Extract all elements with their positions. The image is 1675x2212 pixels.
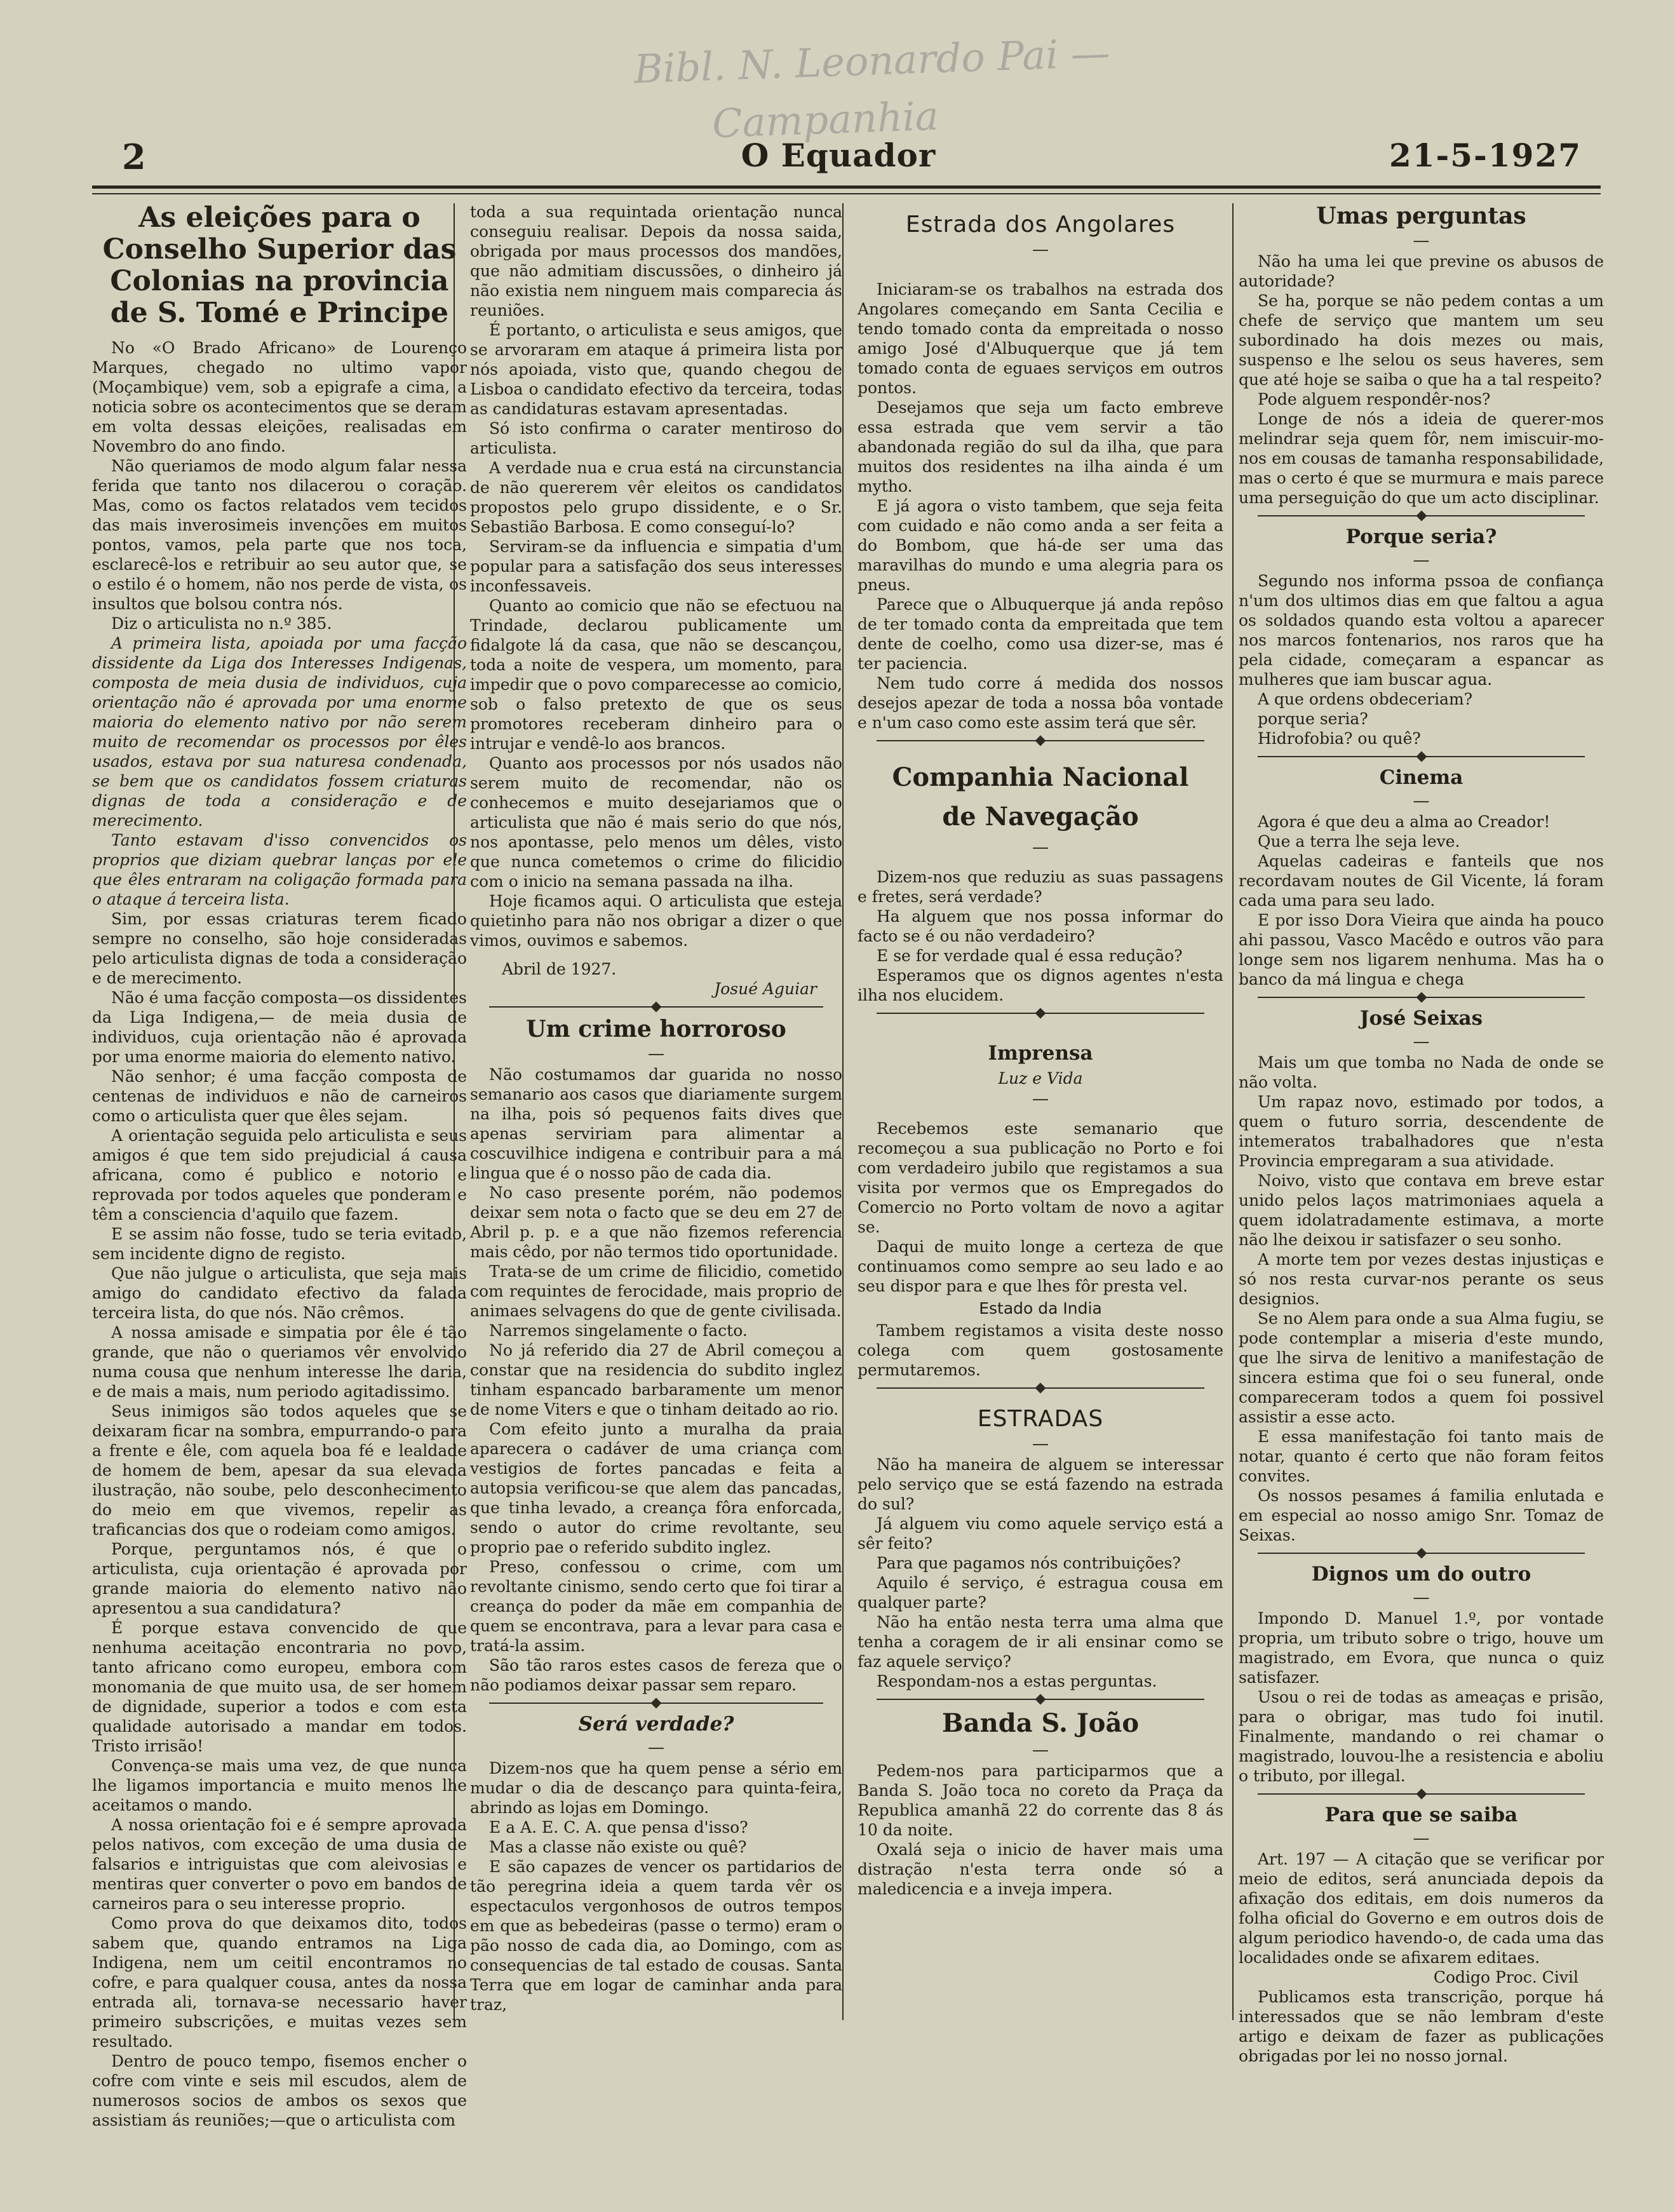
section-divider	[1258, 756, 1585, 757]
article-headline: Dignos um do outro	[1311, 1563, 1531, 1586]
article-headline: Cinema	[1379, 766, 1463, 789]
paragraph: Publicamos esta transcrição, porque há interessados que se não lembram d'este artigo e deixam de fazer as publicações obrigadas por lei no nosso jornal.	[1239, 1988, 1604, 2065]
paragraph: E por isso Dora Vieira que ainda ha pouco ahi passou, Vasco Macêdo e outros vão para longe sem nos ligarem nenhuma. Mas ha o banco da má lingua e chega	[1239, 911, 1604, 988]
column-2	[470, 202, 842, 2019]
paragraph: Sim, por essas criaturas terem ficado sempre no conselho, são hoje consideradas pelo articulista dignas de toda a consideração e de merecimento.	[92, 910, 467, 987]
dash-ornament: —	[1032, 1089, 1049, 1109]
section-divider	[877, 740, 1204, 741]
paragraph: São tão raros estes casos de fereza que o não podiamos deixar passar sem reparo.	[470, 1656, 842, 1694]
dash-ornament: —	[1413, 792, 1430, 811]
paragraph: A morte tem por vezes destas injustiças e só nos resta curvar-nos perante os seus designios.	[1239, 1250, 1604, 1308]
paragraph: Impondo D. Manuel 1.º, por vontade propria, um tributo sobre o trigo, houve um magistrado, em Evora, que nunca o quiz satisfazer.	[1239, 1609, 1604, 1687]
section-divider	[1258, 997, 1585, 998]
paragraph: Não queriamos de modo algum falar nessa ferida que tanto nos dilacerou o coração. Mas, como os factos relatados vem tecidos das mais inverosimeis invenções em muitos pontos, vamos, pela parte que nos toca, esclarecê-los e retribuir ao seu autor que, se o estilo é o homem, não nos perde de vista, os insultos que bolsou contra nós.	[92, 457, 467, 613]
paragraph: Não ha uma lei que previne os abusos de autoridade?	[1239, 252, 1604, 290]
dash-ornament: —	[1413, 551, 1430, 570]
paragraph: Dizem-nos que ha quem pense a sério em mudar o dia de descanço para quinta-feira, abrindo as lojas em Domingo.	[470, 1759, 842, 1817]
paragraph: Dizem-nos que reduziu as suas passagens e fretes, será verdade?	[858, 868, 1223, 906]
paragraph-quote: Tanto estavam d'isso convencidos os proprios que diziam quebrar lanças por ele que êles entraram na coligação formada para o ataque á terceira lista.	[92, 831, 467, 908]
section-divider	[489, 1006, 823, 1008]
paragraph: Esperamos que os dignos agentes n'esta ilha nos elucidem.	[858, 966, 1223, 1004]
paragraph: Desejamos que seja um facto embreve essa estrada que vem servir a tão abandonada região do sul da ilha, que para muitos dos residentes na ilha ainda é um mytho.	[858, 398, 1223, 496]
paragraph: Daqui de muito longe a certeza de que continuamos como sempre ao seu lado e ao seu dispor para e que lhes fôr presta vel.	[858, 1238, 1223, 1295]
paragraph: Parece que o Albuquerque já anda repôso de ter tomado conta da empreitada que tem dente de coelho, como usa dizer-se, mas é ter paciencia.	[858, 595, 1223, 673]
dash-ornament: —	[1413, 231, 1430, 250]
article-headline: Umas perguntas	[1316, 203, 1526, 229]
masthead	[83, 137, 1594, 181]
paragraph: Mais um que tomba no Nada de onde se não volta.	[1239, 1053, 1604, 1091]
paragraph: Para que pagamos nós contribuições?	[877, 1554, 1181, 1572]
paragraph: Os nossos pesames á familia enlutada e em especial ao nosso amigo Snr. Tomaz de Seixas.	[1239, 1487, 1604, 1544]
dash-ornament: —	[1413, 1588, 1430, 1607]
article-headline: José Seixas	[1359, 1007, 1483, 1030]
section-divider	[1258, 1553, 1585, 1554]
article-headline: Estrada dos Angolares	[905, 212, 1176, 238]
dash-ornament: —	[1032, 838, 1049, 857]
column-1	[92, 201, 467, 2129]
paragraph: E se assim não fosse, tudo se teria evitado, sem incidente digno de registo.	[92, 1225, 467, 1263]
paragraph: Respondam-nos a estas perguntas.	[877, 1672, 1157, 1690]
paragraph: Tambem registamos a visita deste nosso colega com quem gostosamente permutaremos.	[858, 1321, 1223, 1379]
paragraph: Não ha então nesta terra uma alma que tenha a coragem de ir ali ensinar como se faz aquele serviço?	[858, 1613, 1223, 1671]
paragraph: E se for verdade qual é essa redução?	[877, 947, 1183, 965]
column-rule	[1232, 203, 1234, 2020]
article-headline-line-2: de Navegação	[942, 802, 1139, 832]
paragraph: Pedem-nos para participarmos que a Banda S. João toca no coreto da Praça da Republica amanhã 22 do corrente das 8 ás 10 da noite.	[858, 1762, 1223, 1839]
paragraph: Longe de nós a ideia de querer-mos melindrar seja quem fôr, nem imiscuir-mo-nos em cousas de tamanha responsabilidade, mas o certo é que se murmura e mais parece uma perseguição do que um acto disciplinar.	[1239, 410, 1604, 507]
paragraph: A verdade nua e crua está na circunstancia de não quererem vêr eleitos os candidatos propostos pelo grupo dissidente, e o Sr. Sebastião Barbosa. E como conseguí-lo?	[470, 459, 842, 536]
paragraph: Porque, perguntamos nós, é que o articulista, cuja orientação é aprovada por grande maioria do elemento nativo não apresentou a sua candidatura?	[92, 1540, 467, 1617]
paragraph: E são capazes de vencer os partidarios de tão peregrina ideia a quem tarda vêr os espectaculos vergonhosos de outros tempos em que as bebedeiras (passe o termo) eram o pão nosso de cada dia, ao Domingo, com as consequencias de tal estado de cousas. Santa Terra que em logar de caminhar anda para traz,	[470, 1858, 842, 2014]
dash-ornament: —	[1032, 1434, 1049, 1453]
paragraph: Agora é que deu a alma ao Creador!	[1258, 813, 1551, 831]
handwriting-line-2: Campanhia	[711, 92, 939, 147]
article-headline: Porque seria?	[1345, 525, 1497, 548]
paragraph: Aquilo é serviço, é estragua cousa em qualquer parte?	[858, 1574, 1223, 1612]
article-headline: Banda S. João	[941, 1708, 1140, 1738]
masthead-rule-thin	[92, 193, 1601, 194]
paragraph: Convença-se mais uma vez, de que nunca lhe ligamos importancia e muito menos lhe aceitamos o mando.	[92, 1757, 467, 1814]
masthead-rule	[92, 185, 1601, 189]
paragraph: Seus inimigos são todos aqueles que se deixaram ficar na sombra, empurrando-o para a frente e êle, com aquela boa fé e lealdade de homem de bem, apesar da sua elevada ilustração, não soube, pelo desconhecimento do meio em que vivemos, repelir as traficancias dos que o rodeiam como amigos.	[92, 1402, 467, 1539]
paragraph: No caso presente porém, não podemos deixar sem nota o facto que se deu em 27 de Abril p. p. e a que não fizemos referencia mais cêdo, por não termos tido oportunidade.	[470, 1184, 842, 1261]
paragraph: Noivo, visto que contava em breve estar unido pelos laços matrimoniaes aquela a quem idolatradamente estimava, a morte não lhe deixou ir satisfazer o seu sonho.	[1239, 1171, 1604, 1249]
article-signature: Josué Aguiar	[714, 980, 817, 998]
paragraph: E já agora o visto tambem, que seja feita com cuidado e não como anda a ser feita a do Bombom, que há-de ser uma das maravilhas do mundo e uma alegria para os pneus.	[858, 497, 1223, 594]
paragraph: Não senhor; é uma facção composta de centenas de individuos e não de carneiros como o articulista quer que êles sejam.	[92, 1067, 467, 1125]
paragraph: toda a sua requintada orientação nunca conseguiu realisar. Depois da nossa saida, obrigada por maus processos dos mandões, que não admitiam discussões, o dinheiro já não existia nem ninguem mais comparecia ás reuniões.	[470, 203, 842, 320]
paragraph: Quanto ao comicio que não se efectuou na Trindade, declarou publicamente um fidalgote lá da casa, que não se descançou, toda a noite de vespera, um momento, para impedir que o povo comparecesse ao comicio, sob o falso pretexto de que os seus promotores receberam dinheiro para o intrujar e vendê-lo aos brancos.	[470, 597, 842, 753]
article-headline: As eleições para o Conselho Superior das Colonias na provincia de S. Tomé e Principe	[102, 201, 457, 329]
paragraph: E a A. E. C. A. que pensa d'isso?	[489, 1818, 748, 1837]
issue-date: 21-5-1927	[1389, 137, 1582, 174]
paragraph: Recebemos este semanario que recomeçou a sua publicação no Porto e foi com verdadeiro jubilo que registamos a sua visita por vermos que os Empregados do Comercio no Porto voltam de novo a agitar se.	[858, 1119, 1223, 1236]
paragraph: Preso, confessou o crime, com um revoltante cinismo, sendo certo que foi tirar a creança do poder da mãe em companhia de quem se encontrava, para a levar para casa e tratá-la assim.	[470, 1558, 842, 1655]
paragraph: Hidrofobia? ou quê?	[1258, 729, 1421, 748]
paragraph: porque seria?	[1258, 710, 1368, 728]
paragraph: Ha alguem que nos possa informar do facto se é ou não verdadeiro?	[858, 907, 1223, 945]
section-divider	[489, 1703, 823, 1704]
dash-ornament: —	[648, 1044, 664, 1063]
paragraph: Mas a classe não existe ou quê?	[489, 1838, 747, 1856]
paragraph: Só isto confirma o carater mentiroso do articulista.	[470, 419, 842, 457]
column-rule	[842, 203, 844, 2020]
paragraph: Se ha, porque se não pedem contas a um chefe de serviço que mantem um seu subordinado ha dois mezes ou mais, suspenso e lhe selou os seus haveres, sem que até hoje se saiba o que ha a tal respeito?	[1239, 292, 1604, 389]
paragraph: E essa manifestação foi tanto mais de notar, quanto é certo que não foram feitos convites.	[1239, 1427, 1604, 1485]
article-subheading: Estado da India	[979, 1299, 1102, 1318]
citation-source: Codigo Proc. Civil	[1433, 1968, 1578, 1986]
paragraph: Nem tudo corre á medida dos nossos desejos apezar de toda a nossa bôa vontade e n'um caso como este assim terá que sêr.	[858, 674, 1223, 732]
column-3	[858, 202, 1223, 2019]
paragraph: Narremos singelamente o facto.	[489, 1321, 748, 1340]
paragraph: Pode alguem respondêr-nos?	[1258, 390, 1491, 408]
paragraph: Não ha maneira de alguem se interessar pelo serviço que se está fazendo na estrada do sul?	[858, 1455, 1223, 1513]
section-divider	[877, 1013, 1204, 1014]
section-divider	[877, 1387, 1204, 1389]
paragraph-quote: A primeira lista, apoiada por uma facção dissidente da Liga dos Interesses Indigenas, composta de meia dusia de individuos, cuja orientação não é aprovada por uma enorme maioria do elemento nativo por não serem muito de recomendar os processos por êles usados, estava por sua naturesa condenada, se bem que os candidatos fossem criaturas dignas de toda a consideração e de merecimento.	[92, 634, 467, 830]
article-headline: ESTRADAS	[977, 1406, 1104, 1432]
paragraph: Hoje ficamos aqui. O articulista que esteja quietinho para não nos obrigar a dizer o que vimos, ouvimos e sabemos.	[470, 892, 842, 950]
dash-ornament: —	[1413, 1829, 1430, 1848]
article-dateline: Abril de 1927.	[502, 960, 617, 978]
paragraph: A orientação seguida pelo articulista e seus amigos é que tem sido prejudicial á causa africana, como é publico e notorio e reprovada por todos aqueles que ponderam e têm a consciencia d'aquilo que fazem.	[92, 1126, 467, 1224]
paragraph: Segundo nos informa pssoa de confiança n'um dos ultimos dias em que faltou a agua os soldados quando esta voltou a aparecer nos marcos fontenarios, nos raros que ha pela cidade, começaram a espancar as mulheres que iam buscar agua.	[1239, 572, 1604, 689]
article-subheading: Luz e Vida	[998, 1069, 1083, 1088]
paragraph: Que a terra lhe seja leve.	[1258, 832, 1460, 851]
paragraph: Usou o rei de todas as ameaças e prisão, para o obrigar, mas tudo foi inutil. Finalmente, mandando o rei chamar o magistrado, louvou-lhe a resistencia e aboliu o tributo, por illegal.	[1239, 1688, 1604, 1785]
paragraph: Diz o articulista no n.º 385.	[111, 614, 332, 633]
paragraph: Não costumamos dar guarida no nosso semanario aos casos que diariamente surgem na ilha, pois só pequenos faits dives que apenas serviriam para alimentar a coscuvilhice indigena e contribuir para a má lingua que é o nosso pão de cada dia.	[470, 1065, 842, 1182]
section-divider	[1258, 515, 1585, 516]
paragraph: Dentro de pouco tempo, fisemos encher o cofre com vinte e seis mil escudos, alem de numerosos socios de ambos os sexos que assistiam ás reuniões;—que o articulista com	[92, 2052, 467, 2129]
paragraph: A nossa amisade e simpatia por êle é tão grande, que não o queriamos vêr envolvido numa cousa que nenhum interesse lhe daria, e de mais a mais, num periodo agitadissimo.	[92, 1323, 467, 1401]
article-headline: Companhia Nacional	[892, 762, 1189, 792]
newspaper-title: O Equador	[741, 137, 936, 174]
page-number: 2	[122, 137, 146, 177]
paragraph: Serviram-se da influencia e simpatia d'um popular para a satisfação dos seus interesses inconfessaveis.	[470, 537, 842, 595]
paragraph: Não é uma facção composta—os dissidentes da Liga Indigena,— de meia dusia de individuos, cuja orientação não é aprovada por uma enorme maioria do elemento nativo.	[92, 988, 467, 1066]
column-4	[1239, 202, 1604, 2065]
paragraph: Quanto aos processos por nós usados não serem muito de recomendar, não os conhecemos e muito desejariamos que o articulista que não é mais serio do que nós, nos apontasse, pelo menos um dêles, visto que nunca cometemos o crime do filicidio com o inicio na semana passada na ilha.	[470, 754, 842, 891]
paragraph: Um rapaz novo, estimado por todos, a quem o futuro sorria, descendente de intemeratos trabalhadores que n'esta Provincia empregaram a sua atividade.	[1239, 1093, 1604, 1170]
article-headline: Imprensa	[988, 1042, 1093, 1065]
dash-ornament: —	[648, 1738, 664, 1757]
paragraph: A nossa orientação foi e é sempre aprovada pelos nativos, com exceção de uma dusia de falsarios e intriguistas que com aleivosias e mentiras quer converter o povo em bandos de carneiros para o seu interesse proprio.	[92, 1816, 467, 1913]
article-headline: Será verdade?	[578, 1713, 734, 1736]
paragraph: É portanto, o articulista e seus amigos, que se arvoraram em ataque á primeira lista por nós apoiada, visto que, quando chegou de Lisboa o candidato efectivo da terceira, todas as candidaturas estavam apresentadas.	[470, 321, 842, 418]
paragraph: A que ordens obdeceriam?	[1258, 690, 1473, 708]
paragraph: Como prova do que deixamos dito, todos sabem que, quando entramos na Liga Indigena, nem um ceitil encontramos no cofre, e para qualquer cousa, antes da nossa entrada ali, tornava-se necessario haver primeiro subscrições, e muitas vezes sem resultado.	[92, 1914, 467, 2051]
paragraph: Trata-se de um crime de filicidio, cometido com requintes de ferocidade, mais proprio de animaes selvagens do que de gente civilisada.	[470, 1262, 842, 1320]
handwriting-line-1: Bibl. N. Leonardo Pai —	[633, 29, 1111, 93]
paragraph: Aquelas cadeiras e fanteils que nos recordavam noutes de Gil Vicente, lá foram cada uma para seu lado.	[1239, 852, 1604, 910]
paragraph: Iniciaram-se os trabalhos na estrada dos Angolares começando em Santa Cecilia e tendo tomado conta da empreitada o nosso amigo José d'Albuquerque que já tem tomado conta de eguaes serviços em outros pontos.	[858, 280, 1223, 397]
section-divider	[877, 1699, 1204, 1700]
paragraph: No já referido dia 27 de Abril começou a constar que na residencia do subdito inglez tinham espancado barbaramente um menor de nome Viters e que o tinham deitado ao rio.	[470, 1341, 842, 1419]
dash-ornament: —	[1032, 1741, 1049, 1760]
paragraph: Art. 197 — A citação que se verificar por meio de editos, será anunciada depois da afixação dos editais, em dois numeros da folha oficial do Governo e em outros dois de algum periodico havendo-o, de cada uma das localidades onde se afixarem editaes.	[1239, 1850, 1604, 1967]
section-divider	[1258, 1793, 1585, 1795]
paragraph: Que não julgue o articulista, que seja mais amigo do candidato efectivo da falada terceira lista, do que nós. Não crêmos.	[92, 1264, 467, 1322]
paragraph: No «O Brado Africano» de Lourenço Marques, chegado no ultimo vapor (Moçambique) vem, sob a epigrafe a cima, a noticia sobre os acontecimentos que se deram em volta dessas eleições, realisadas em Novembro do ano findo.	[92, 339, 467, 455]
paragraph: É porque estava convencido de que nenhuma aceitação encontraria no povo, tanto africano como europeu, embora com monomania de que muito usa, de ser homem de dignidade, superior a todos e com esta qualidade autorisado a mandar em todos. Tristo irrisão!	[92, 1619, 467, 1755]
paragraph: Já alguem viu como aquele serviço está a sêr feito?	[858, 1514, 1223, 1553]
paragraph: Se no Alem para onde a sua Alma fugiu, se pode contemplar a miseria d'este mundo, que lhe sirva de lenitivo a manifestação de sincera estima que foi o seu funeral, onde compareceram todos a quem foi possivel assistir a esse acto.	[1239, 1309, 1604, 1426]
dash-ornament: —	[1413, 1032, 1430, 1051]
paragraph: Oxalá seja o inicio de haver mais uma distração n'esta terra onde só a maledicencia e a inveja impera.	[858, 1840, 1223, 1898]
article-headline: Para que se saiba	[1324, 1804, 1518, 1826]
paragraph: Com efeito junto a muralha da praia aparecera o cadáver de uma criança com vestigios de fortes pancadas e feita a autopsia verificou-se que alem das pancadas, que tinha levado, a creança fôra enforcada, sendo o autor do crime revoltante, seu proprio pae o referido subdito inglez.	[470, 1420, 842, 1556]
article-headline: Um crime horroroso	[526, 1016, 786, 1042]
dash-ornament: —	[1032, 240, 1049, 259]
